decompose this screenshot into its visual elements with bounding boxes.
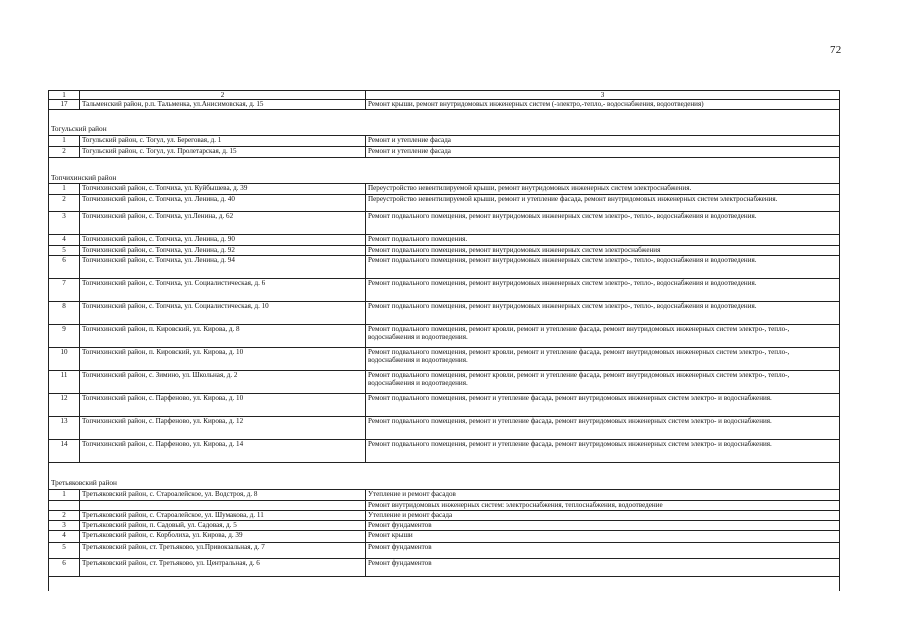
table-header-row xyxy=(48,90,840,100)
section-gap xyxy=(48,110,840,125)
table-row xyxy=(48,235,840,246)
row-number: 1 xyxy=(48,136,80,147)
repair-work-description: Утепление и ремонт фасадов xyxy=(366,490,840,501)
row-number: 5 xyxy=(48,246,80,256)
row-number: 6 xyxy=(48,256,80,279)
table-row xyxy=(48,256,840,279)
row-number: 17 xyxy=(48,100,80,110)
object-address: Третьяковский район, ст. Третьяково, ул. Центральная, д. 6 xyxy=(80,559,366,577)
table-row xyxy=(48,511,840,521)
row-number: 6 xyxy=(48,559,80,577)
table-row xyxy=(48,559,840,577)
row-number: 4 xyxy=(48,235,80,246)
column-number-3: 3 xyxy=(366,90,840,100)
row-number: 4 xyxy=(48,531,80,543)
object-address: Топчихинский район, с. Топчиха, ул. Социалистическая, д. 6 xyxy=(80,279,366,302)
table-row xyxy=(48,543,840,559)
repair-work-description: Ремонт подвального помещения, ремонт внутридомовых инженерных систем электро-, тепло-, водоснабжения и водоотведения. xyxy=(366,279,840,302)
object-address: Топчихинский район, с. Топчиха, ул. Ленина, д. 90 xyxy=(80,235,366,246)
object-address: Топчихинский район, с. Парфеново, ул. Кирова, д. 12 xyxy=(80,417,366,440)
repair-work-description: Ремонт подвального помещения, ремонт внутридомовых инженерных систем электро-, тепло-, водоснабжения и водоотведения. xyxy=(366,212,840,235)
object-address: Топчихинский район, с. Топчиха, ул. Куйбышева, д. 39 xyxy=(80,184,366,195)
repair-work-description: Ремонт подвального помещения, ремонт внутридомовых инженерных систем электро-, тепло-, водоснабжения и водоотведения. xyxy=(366,256,840,279)
column-number-1: 1 xyxy=(48,90,80,100)
repair-work-description: Ремонт фундаментов xyxy=(366,559,840,577)
row-number: 1 xyxy=(48,184,80,195)
object-address: Тогульский район, с. Тогул, ул. Пролетарская, д. 15 xyxy=(80,147,366,158)
page-number: 72 xyxy=(830,44,842,56)
column-number-2: 2 xyxy=(80,90,366,100)
row-number: 9 xyxy=(48,325,80,348)
repair-work-description: Ремонт подвального помещения, ремонт кровли, ремонт и утепление фасада, ремонт внутридомовых инженерных систем электро-, тепло-, водоснабжения и водоотведения. xyxy=(366,348,840,371)
table-row xyxy=(48,371,840,394)
table-row xyxy=(48,394,840,417)
object-address: Топчихинский район, п. Кировский, ул. Кирова, д. 10 xyxy=(80,348,366,371)
repair-work-description: Ремонт подвального помещения, ремонт и утепление фасада, ремонт внутридомовых инженерных систем электро- и водоснабжения. xyxy=(366,440,840,463)
table-row xyxy=(48,417,840,440)
object-address: Топчихинский район, с. Зимино, ул. Школьная, д. 2 xyxy=(80,371,366,394)
repair-work-description: Ремонт подвального помещения, ремонт кровли, ремонт и утепление фасада, ремонт внутридомовых инженерных систем электро-, тепло-, водоснабжения и водоотведения. xyxy=(366,371,840,394)
repair-work-description: Ремонт подвального помещения, ремонт кровли, ремонт и утепление фасада, ремонт внутридомовых инженерных систем электро-, тепло-, водоснабжения и водоотведения. xyxy=(366,325,840,348)
table-row xyxy=(48,147,840,158)
object-address: Третьяковский район, с. Староалейское, ул. Водстроя, д. 8 xyxy=(80,490,366,501)
repair-work-description: Переустройство невентилируемой крыши, ремонт внутридомовых инженерных систем электроснабжения. xyxy=(366,184,840,195)
row-number xyxy=(48,501,80,511)
row-number: 3 xyxy=(48,212,80,235)
table-row xyxy=(48,212,840,235)
row-number: 11 xyxy=(48,371,80,394)
repair-work-description: Ремонт крыши xyxy=(366,531,840,543)
repair-work-description: Ремонт подвального помещения, ремонт внутридомовых инженерных систем электро-, тепло-, водоснабжения и водоотведения. xyxy=(366,302,840,325)
section-gap xyxy=(48,463,840,479)
table-row xyxy=(48,490,840,501)
table-row xyxy=(48,136,840,147)
table-row xyxy=(48,521,840,531)
table-row xyxy=(48,348,840,371)
row-number: 2 xyxy=(48,147,80,158)
repair-work-description: Ремонт фундаментов xyxy=(366,543,840,559)
object-address: Тогульский район, с. Тогул, ул. Береговая, д. 1 xyxy=(80,136,366,147)
repair-work-description: Ремонт крыши, ремонт внутридомовых инженерных систем (-электро,-тепло,- водоснабжения, водоотведения) xyxy=(366,100,840,110)
table-row xyxy=(48,531,840,543)
row-number: 3 xyxy=(48,521,80,531)
table-row xyxy=(48,440,840,463)
table-row xyxy=(48,325,840,348)
repair-work-description: Ремонт внутридомовых инженерных систем: электроснабжения, теплоснабжения, водоотведение xyxy=(366,501,840,511)
row-number: 2 xyxy=(48,195,80,212)
table-row xyxy=(48,195,840,212)
object-address: Топчихинский район, с. Топчиха, ул. Социалистическая, д. 10 xyxy=(80,302,366,325)
table-row xyxy=(48,501,840,511)
table-continuation xyxy=(48,577,840,591)
object-address: Тальменский район, р.п. Тальменка, ул.Анисимовская, д. 15 xyxy=(80,100,366,110)
row-number: 8 xyxy=(48,302,80,325)
repair-work-description: Ремонт подвального помещения. xyxy=(366,235,840,246)
repair-work-description: Утепление и ремонт фасада xyxy=(366,511,840,521)
repair-work-description: Ремонт и утепление фасада xyxy=(366,136,840,147)
section-gap xyxy=(48,158,840,174)
repair-work-description: Ремонт фундаментов xyxy=(366,521,840,531)
table-row xyxy=(48,302,840,325)
region-heading: Топчихинский район xyxy=(48,174,840,184)
object-address: Топчихинский район, с. Топчиха, ул. Ленина, д. 40 xyxy=(80,195,366,212)
region-heading: Тогульский район xyxy=(48,125,840,136)
table-row xyxy=(48,100,840,110)
repair-work-description: Ремонт подвального помещения, ремонт и утепление фасада, ремонт внутридомовых инженерных систем электро- и водоснабжения. xyxy=(366,394,840,417)
row-number: 7 xyxy=(48,279,80,302)
repair-work-description: Ремонт и утепление фасада xyxy=(366,147,840,158)
object-address: Топчихинский район, п. Кировский, ул. Кирова, д. 8 xyxy=(80,325,366,348)
object-address: Топчихинский район, с. Парфеново, ул. Кирова, д. 10 xyxy=(80,394,366,417)
row-number: 14 xyxy=(48,440,80,463)
table-row xyxy=(48,184,840,195)
row-number: 13 xyxy=(48,417,80,440)
repair-work-description: Ремонт подвального помещения, ремонт внутридомовых инженерных систем электроснабжения xyxy=(366,246,840,256)
object-address: Третьяковский район, с. Корболиха, ул. Кирова, д. 39 xyxy=(80,531,366,543)
object-address: Топчихинский район, с. Топчиха, ул. Ленина, д. 92 xyxy=(80,246,366,256)
row-number: 12 xyxy=(48,394,80,417)
object-address: Третьяковский район, ст. Третьяково, ул.Привокзальная, д. 7 xyxy=(80,543,366,559)
row-number: 2 xyxy=(48,511,80,521)
object-address: Третьяковский район, п. Садовый, ул. Садовая, д. 5 xyxy=(80,521,366,531)
object-address xyxy=(80,501,366,511)
row-number: 1 xyxy=(48,490,80,501)
region-heading: Третьяковский район xyxy=(48,479,840,490)
row-number: 10 xyxy=(48,348,80,371)
table-row xyxy=(48,246,840,256)
repair-work-description: Переустройство невентилируемой крыши, ремонт и утепление фасада, ремонт внутридомовых инженерных систем электроснабжения. xyxy=(366,195,840,212)
object-address: Третьяковский район, с. Староалейское, ул. Шумакова, д. 11 xyxy=(80,511,366,521)
table-row xyxy=(48,279,840,302)
object-address: Топчихинский район, с. Топчиха, ул.Ленина, д. 62 xyxy=(80,212,366,235)
repair-work-description: Ремонт подвального помещения, ремонт и утепление фасада, ремонт внутридомовых инженерных систем электро- и водоснабжения. xyxy=(366,417,840,440)
object-address: Топчихинский район, с. Топчиха, ул. Ленина, д. 94 xyxy=(80,256,366,279)
object-address: Топчихинский район, с. Парфеново, ул. Кирова, д. 14 xyxy=(80,440,366,463)
repair-program-table xyxy=(48,90,840,591)
row-number: 5 xyxy=(48,543,80,559)
